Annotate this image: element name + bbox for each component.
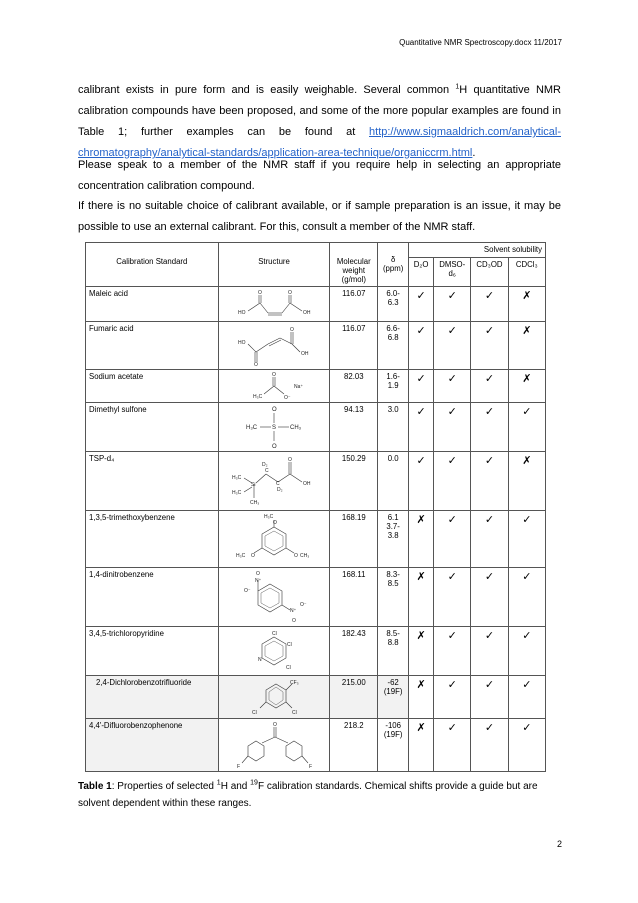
structure-tsp-d4 [218, 452, 330, 511]
row-name: TSP-d₄ [86, 452, 219, 511]
row-mw: 116.07 [330, 322, 378, 370]
struct-label: D₂ [277, 487, 283, 493]
sol-cdcl3: ✓ [508, 568, 545, 627]
struct-label: HO [238, 310, 246, 316]
struct-label: OH [301, 351, 309, 357]
struct-label: D₂ [262, 462, 268, 468]
struct-label: O⁻ [244, 588, 251, 594]
sol-cd3od: ✓ [471, 627, 508, 676]
sol-dmso: ✓ [434, 676, 471, 719]
sol-dmso: ✓ [434, 568, 471, 627]
sol-d2o: ✓ [409, 370, 434, 403]
header-calibration-standard: Calibration Standard [86, 243, 219, 287]
row-shift: 6.6-6.8 [378, 322, 409, 370]
header-delta: δ [390, 255, 396, 264]
caption-text-a: : Properties of selected [111, 781, 217, 792]
sol-dmso: ✓ [434, 287, 471, 322]
struct-label: CH₃ [290, 425, 302, 431]
sol-d2o: ✓ [409, 287, 434, 322]
struct-label: O [273, 722, 277, 728]
struct-label: N⁺ [255, 578, 262, 584]
table-caption [78, 778, 561, 812]
row-name: Maleic acid [86, 287, 219, 322]
sol-d2o: ✓ [409, 452, 434, 511]
struct-label: O [256, 571, 260, 577]
row-shift: -62 (19F) [378, 676, 409, 719]
struct-label: O [288, 290, 292, 296]
struct-label: Si [251, 482, 256, 488]
row-mw: 218.2 [330, 719, 378, 772]
table-row [86, 627, 546, 676]
struct-label: Cl [252, 710, 257, 716]
struct-label: S [272, 425, 277, 431]
struct-label: H₃C [253, 394, 263, 400]
sol-dmso: ✓ [434, 403, 471, 452]
struct-label: CH₃ [300, 553, 310, 559]
table-row [86, 511, 546, 568]
para1-sup: 1 [455, 83, 460, 91]
struct-label: C [265, 468, 269, 474]
row-name-text: 2,4-Dichlorobenzotrifluoride [96, 678, 192, 687]
header-dmso: DMSO-d₆ [434, 257, 471, 286]
struct-label: H₃C [236, 553, 246, 559]
struct-label: F [237, 764, 241, 769]
struct-label: O [290, 327, 294, 333]
struct-label: C [276, 481, 280, 487]
sol-d2o: ✗ [409, 627, 434, 676]
sol-d2o: ✗ [409, 568, 434, 627]
sol-cdcl3: ✗ [508, 452, 545, 511]
calibration-table [85, 242, 546, 772]
structure-sodium-acetate [218, 370, 330, 403]
struct-label: N⁺ [290, 608, 297, 614]
sol-cdcl3: ✓ [508, 627, 545, 676]
sol-cdcl3: ✓ [508, 403, 545, 452]
row-name: 3,4,5-trichloropyridine [86, 627, 219, 676]
structure-trichloropyridine [218, 627, 330, 676]
row-shift: 8.3-8.5 [378, 568, 409, 627]
sol-d2o: ✗ [409, 719, 434, 772]
struct-label: N [258, 657, 262, 663]
caption-text-b: H and [220, 781, 251, 792]
struct-label: H₃C [246, 425, 258, 431]
struct-label: H₃C [264, 514, 274, 520]
sol-cd3od: ✓ [471, 370, 508, 403]
row-mw: 82.03 [330, 370, 378, 403]
struct-label: Cl [286, 665, 291, 671]
structure-dichlorobenzotrifluoride [218, 676, 330, 719]
sol-cdcl3: ✓ [508, 511, 545, 568]
paragraph-calibrant-intro [78, 80, 561, 164]
structure-fumaric-acid [218, 322, 330, 370]
row-shift: 3.0 [378, 403, 409, 452]
sol-cd3od: ✓ [471, 322, 508, 370]
struct-label: O [272, 372, 276, 378]
document-header: Quantitative NMR Spectroscopy.docx 11/2017 [399, 38, 562, 47]
struct-label: CF₃ [290, 680, 299, 686]
struct-label: O [292, 618, 296, 624]
struct-label: O [273, 520, 277, 526]
row-shift: -106 (19F) [378, 719, 409, 772]
header-molecular-weight: Molecular weight (g/mol) [330, 243, 378, 287]
struct-label: O [251, 553, 255, 559]
para1-text-a: calibrant exists in pure form and is easily weighable. Several common [78, 84, 456, 96]
paragraph-contact-staff: Please speak to a member of the NMR staff if you require help in selecting an appropriate concentration calibration compound. [78, 159, 561, 192]
struct-label: O [254, 362, 258, 366]
caption-label: Table 1 [78, 781, 112, 792]
para1-text-b: H quantitative NMR calibration compounds have been proposed, and some of the more popular examples are found in Table 1; further examples can be found at [78, 84, 561, 138]
struct-label: O [288, 457, 292, 463]
struct-label: O [294, 553, 298, 559]
sol-dmso: ✓ [434, 322, 471, 370]
para1-end: . [472, 147, 476, 159]
sol-d2o: ✓ [409, 403, 434, 452]
row-shift: 6.0-6.3 [378, 287, 409, 322]
struct-label: O [258, 290, 262, 296]
sol-cdcl3: ✓ [508, 676, 545, 719]
caption-sup-2: 19 [250, 779, 258, 787]
row-shift: 6.1 3.7-3.8 [378, 511, 409, 568]
table-row [86, 719, 546, 772]
sol-cdcl3: ✗ [508, 322, 545, 370]
table-row [86, 322, 546, 370]
struct-label: CH₃ [250, 500, 260, 506]
sol-cd3od: ✓ [471, 452, 508, 511]
row-name [86, 676, 219, 719]
row-name: 4,4'-Difluorobenzophenone [86, 719, 219, 772]
row-mw: 150.29 [330, 452, 378, 511]
struct-label: H₃C [232, 490, 242, 496]
page-number: 2 [557, 839, 563, 849]
row-name: Fumaric acid [86, 322, 219, 370]
sol-cd3od: ✓ [471, 403, 508, 452]
struct-label: HO [238, 340, 246, 346]
row-mw: 168.11 [330, 568, 378, 627]
paragraph-external-calibrant: If there is no suitable choice of calibrant available, or if sample preparation is an issue, it may be possible to use an external calibrant. For this, consult a member of the NMR staff. [78, 200, 561, 233]
header-cdcl3: CDCl₃ [508, 257, 545, 286]
header-solvent-solubility: Solvent solubility [409, 243, 546, 258]
structure-difluorobenzophenone [218, 719, 330, 772]
row-mw: 182.43 [330, 627, 378, 676]
sol-cdcl3: ✗ [508, 370, 545, 403]
struct-label: O⁻ [284, 395, 291, 400]
header-d2o: D₂O [409, 257, 434, 286]
header-structure: Structure [218, 243, 330, 287]
sol-cdcl3: ✗ [508, 287, 545, 322]
struct-label: O [272, 444, 277, 449]
header-cd3od: CD₃OD [471, 257, 508, 286]
sol-cd3od: ✓ [471, 719, 508, 772]
row-name: Sodium acetate [86, 370, 219, 403]
struct-label: O⁻ [300, 602, 307, 608]
sol-cd3od: ✓ [471, 287, 508, 322]
row-shift: 8.5-8.8 [378, 627, 409, 676]
header-shift [378, 243, 409, 287]
sigma-aldrich-link[interactable]: http://www.sigmaaldrich.com/analytical-chromatography/analytical-standards/application-area-technique/organiccrm.html [78, 126, 561, 159]
header-ppm: (ppm) [382, 264, 404, 273]
sol-d2o: ✗ [409, 676, 434, 719]
row-mw: 215.00 [330, 676, 378, 719]
row-mw: 116.07 [330, 287, 378, 322]
structure-dimethyl-sulfone [218, 403, 330, 452]
sol-cdcl3: ✓ [508, 719, 545, 772]
sol-dmso: ✓ [434, 627, 471, 676]
sol-dmso: ✓ [434, 719, 471, 772]
struct-label: F [309, 764, 313, 769]
row-name: Dimethyl sulfone [86, 403, 219, 452]
struct-label: O [272, 407, 277, 413]
sol-dmso: ✓ [434, 511, 471, 568]
row-name: 1,4-dinitrobenzene [86, 568, 219, 627]
caption-text-c: F calibration standards. Chemical shifts provide a guide but are solvent dependent within these ranges. [78, 781, 538, 809]
sol-cd3od: ✓ [471, 511, 508, 568]
table-row [86, 568, 546, 627]
row-mw: 168.19 [330, 511, 378, 568]
struct-label: H₃C [232, 475, 242, 481]
row-shift: 1.6-1.9 [378, 370, 409, 403]
struct-label: Cl [272, 631, 277, 637]
struct-label: Na⁺ [294, 384, 304, 390]
sol-cd3od: ✓ [471, 568, 508, 627]
structure-dinitrobenzene [218, 568, 330, 627]
struct-label: OH [303, 481, 311, 487]
sol-cd3od: ✓ [471, 676, 508, 719]
sol-dmso: ✓ [434, 452, 471, 511]
structure-trimethoxybenzene [218, 511, 330, 568]
struct-label: Cl [287, 642, 292, 648]
struct-label: OH [303, 310, 311, 316]
table-row [86, 370, 546, 403]
sol-d2o: ✗ [409, 511, 434, 568]
sol-d2o: ✓ [409, 322, 434, 370]
row-name: 1,3,5-trimethoxybenzene [86, 511, 219, 568]
caption-sup-1: 1 [216, 779, 221, 787]
structure-maleic-acid [218, 287, 330, 322]
table-row [86, 403, 546, 452]
table-row [86, 452, 546, 511]
table-row [86, 287, 546, 322]
row-mw: 94.13 [330, 403, 378, 452]
struct-label: Cl [292, 710, 297, 716]
table-row [86, 676, 546, 719]
sol-dmso: ✓ [434, 370, 471, 403]
row-shift: 0.0 [378, 452, 409, 511]
